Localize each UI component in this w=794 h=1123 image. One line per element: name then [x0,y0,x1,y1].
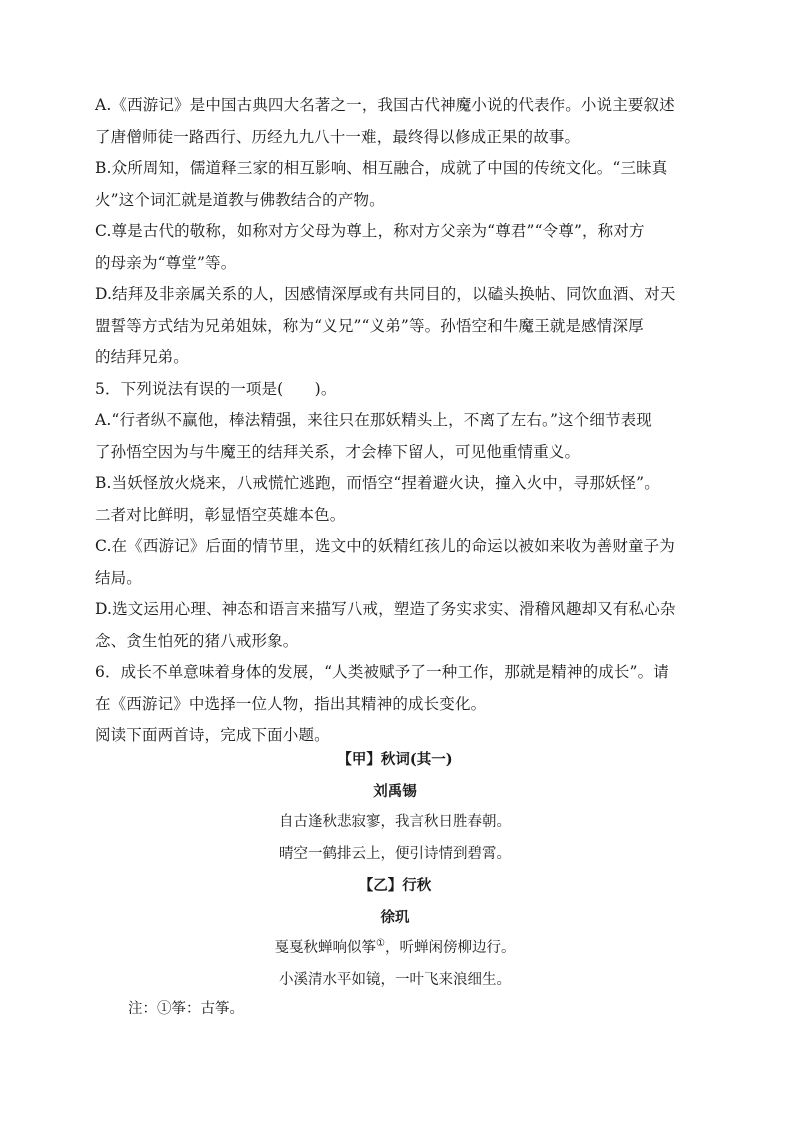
option-4b [95,153,695,216]
text-line: D.选文运用心理、神态和语言来描写八戒，塑造了务实求实、滑稽风趣却又有私心杂 [95,600,676,618]
poem-2-line: 小溪清水平如镜，一叶飞来浪细生。 [279,971,511,988]
option-5a [95,405,695,468]
text-line: 念、贪生怕死的猪八戒形象。 [95,631,299,650]
option-4a [95,90,695,153]
option-5c [95,531,695,594]
poem-2-author: 徐玑 [380,908,410,926]
text-line: A.“行者纵不赢他，棒法精强，来往只在那妖精头上，不离了左右。”这个细节表现 [95,411,652,429]
questions-section [95,90,695,752]
poem-2-line-part: ，听蝉闲傍柳边行。 [384,940,516,956]
poem-2-line [95,933,695,965]
text-line: 的结拜兄弟。 [95,348,189,366]
text-line: B.众所周知，儒道释三家的相互影响、相互融合，成就了中国的传统文化。“三昧真 [95,159,668,177]
text-line: 盟誓等方式结为兄弟姐妹，称为“义兄”“义弟”等。孙悟空和牛魔王就是感情深厚 [95,316,644,335]
text-line: 火”这个词汇就是道教与佛教结合的产物。 [95,190,385,209]
text-line: D.结拜及非亲属关系的人，因感情深厚或有共同目的，以磕头换帖、同饮血酒、对天 [95,285,676,303]
text-line: 了唐僧师徒一路西行、历经九九八十一难，最终得以修成正果的故事。 [95,127,581,146]
poem-1-line: 晴空一鹤排云上，便引诗情到碧霄。 [279,845,511,862]
footnote-marker: ① [376,938,385,950]
question-6 [95,657,695,720]
poem-2-title: 【乙】行秋 [358,877,432,894]
text-line: B.当妖怪放火烧来，八戒慌忙逃跑，而悟空“捏着避火诀，撞入火中，寻那妖怪”。 [95,474,660,492]
text-line: 在《西游记》中选择一位人物，指出其精神的成长变化。 [95,694,487,713]
poem-1-author: 刘禹锡 [373,782,417,800]
text-line: 二者对比鲜明，彰显悟空英雄本色。 [95,505,346,524]
text-line: 结局。 [95,568,142,587]
poems-section [95,744,695,996]
reading-instruction: 阅读下面两首诗，完成下面小题。 [95,726,330,744]
option-4d [95,279,695,374]
poem-2-line-part: 戛戛秋蝉响似筝 [274,940,377,956]
text-line: A.《西游记》是中国古典四大名著之一，我国古代神魔小说的代表作。小说主要叙述 [95,96,675,114]
footnote: 注：①筝：古筝。 [128,1001,244,1017]
option-5b [95,468,695,531]
text-line: 6．成长不单意味着身体的发展，“人类被赋予了一种工作，那就是精神的成长”。请 [95,663,669,681]
text-line: 了孙悟空因为与牛魔王的结拜关系，才会棒下留人，可见他重情重义。 [95,442,581,461]
option-4c [95,216,695,279]
poem-1-line: 自古逢秋悲寂寥，我言秋日胜春朝。 [279,814,511,830]
poem-1-title: 【甲】秋词(其一) [337,751,453,768]
text-line: C.尊是古代的敬称，如称对方父母为尊上，称对方父亲为“尊君”“令尊”，称对方 [95,222,645,240]
option-5d [95,594,695,657]
question-5-stem: 5．下列说法有误的一项是( )。 [95,379,337,398]
text-line: C.在《西游记》后面的情节里，选文中的妖精红孩儿的命运以被如来收为善财童子为 [95,537,675,555]
text-line: 的母亲为“尊堂”等。 [95,253,237,272]
